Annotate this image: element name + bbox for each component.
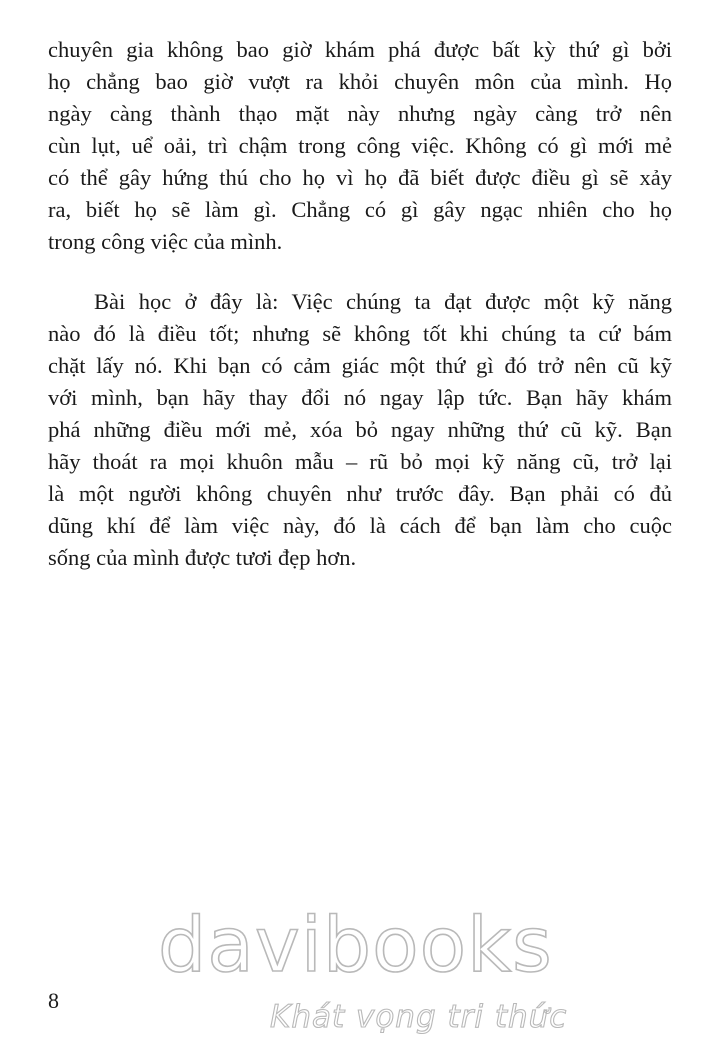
text-line: hãy thoát ra mọi khuôn mẫu – rũ bỏ mọi kỹ năng cũ, trở lại bbox=[48, 449, 672, 474]
watermark-logo: davibooks bbox=[158, 900, 553, 989]
paragraph-1 bbox=[48, 34, 672, 258]
watermark-tagline: Khát vọng tri thức bbox=[270, 999, 568, 1035]
text-line: ra, biết họ sẽ làm gì. Chẳng có gì gây ngạc nhiên cho họ bbox=[48, 197, 672, 222]
text-line: là một người không chuyên như trước đây. Bạn phải có đủ bbox=[48, 481, 672, 506]
paragraph-gap bbox=[48, 258, 672, 286]
body-text bbox=[48, 34, 672, 574]
text-line: chặt lấy nó. Khi bạn có cảm giác một thứ gì đó trở nên cũ kỹ bbox=[48, 353, 672, 378]
text-line: chuyên gia không bao giờ khám phá được bất kỳ thứ gì bởi bbox=[48, 37, 672, 62]
text-line: họ chẳng bao giờ vượt ra khỏi chuyên môn của mình. Họ bbox=[48, 69, 672, 94]
text-line: nào đó là điều tốt; nhưng sẽ không tốt khi chúng ta cứ bám bbox=[48, 321, 672, 346]
text-line: Bài học ở đây là: Việc chúng ta đạt được một kỹ năng bbox=[94, 289, 672, 314]
text-line: có thể gây hứng thú cho họ vì họ đã biết được điều gì sẽ xảy bbox=[48, 165, 672, 190]
paragraph-2 bbox=[48, 286, 672, 574]
text-line: ngày càng thành thạo mặt này nhưng ngày càng trở nên bbox=[48, 101, 672, 126]
page-number: 8 bbox=[48, 988, 59, 1013]
text-line: phá những điều mới mẻ, xóa bỏ ngay những thứ cũ kỹ. Bạn bbox=[48, 417, 672, 442]
text-line: sống của mình được tươi đẹp hơn. bbox=[48, 545, 357, 570]
text-line: trong công việc của mình. bbox=[48, 229, 283, 254]
text-line: dũng khí để làm việc này, đó là cách để bạn làm cho cuộc bbox=[48, 513, 672, 538]
watermark bbox=[158, 900, 578, 1035]
text-line: cùn lụt, uể oải, trì chậm trong công việc. Không có gì mới mẻ bbox=[48, 133, 672, 158]
text-line: với mình, bạn hãy thay đổi nó ngay lập tức. Bạn hãy khám bbox=[48, 385, 672, 410]
